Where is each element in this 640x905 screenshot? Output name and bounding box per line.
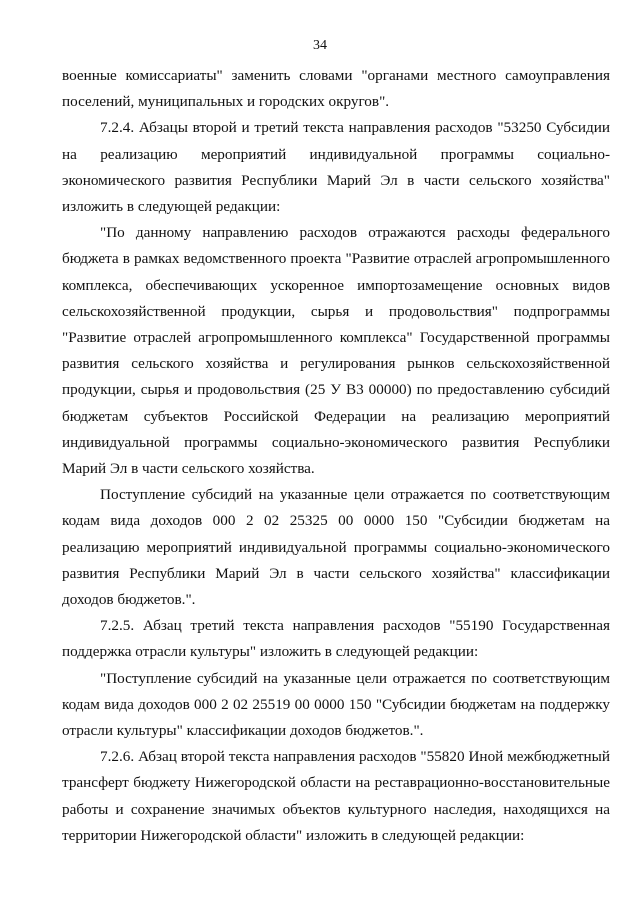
paragraph-7-2-5: 7.2.5. Абзац третий текста направления расходов "55190 Государственная поддержка отрасли культуры" изложить в следующей редакции: bbox=[62, 617, 610, 661]
paragraph-continuation: военные комиссариаты" заменить словами "органами местного самоуправления поселений, муниципальных и городских округов". bbox=[62, 67, 610, 111]
paragraph-7-2-4: 7.2.4. Абзацы второй и третий текста направления расходов "53250 Субсидии на реализацию мероприятий индивидуальной программы социально-экономического развития Республики Марий Эл в части сельского хозяйства" изложить в следующей редакции: bbox=[62, 119, 610, 216]
page-number: 34 bbox=[313, 38, 327, 53]
paragraph-subsidy-receipt: Поступление субсидий на указанные цели отражается по соответствующим кодам вида доходов 000 2 02 25325 00 0000 150 "Субсидии бюджетам на реализацию мероприятий индивидуальной программы социально-экономического развития Республики Марий Эл в части сельского хозяйства" классификации доходов бюджетов.". bbox=[62, 486, 610, 609]
paragraph-culture-receipt: "Поступление субсидий на указанные цели отражается по соответствующим кодам вида доходов 000 2 02 25519 00 0000 150 "Субсидии бюджетам на поддержку отрасли культуры" классификации доходов бюджетов.". bbox=[62, 669, 610, 740]
paragraph-7-2-6: 7.2.6. Абзац второй текста направления расходов "55820 Иной межбюджетный трансферт бюджету Нижегородской области на реставрационно-восстановительные работы и сохранение значимых объектов культурного наследия, находящихся на территории Нижегородской области" изложить в следующей редакции: bbox=[62, 748, 610, 844]
document-body bbox=[62, 63, 610, 849]
paragraph-quote-expenses: "По данному направлению расходов отражаются расходы федерального бюджета в рамках ведомственного проекта "Развитие отраслей агропромышленного комплекса, обеспечивающих ускоренное импортозамещение основных видов сельскохозяйственной продукции, сырья и продовольствия" подпрограммы "Развитие отраслей агропромышленного комплекса" Государственной программы развития сельского хозяйства и регулирования рынков сельскохозяйственной продукции, сырья и продовольствия (25 У В3 00000) по предоставлению субсидий бюджетам субъектов Российской Федерации на реализацию мероприятий индивидуальной программы социально-экономического развития Республики Марий Эл в части сельского хозяйства. bbox=[62, 224, 610, 478]
